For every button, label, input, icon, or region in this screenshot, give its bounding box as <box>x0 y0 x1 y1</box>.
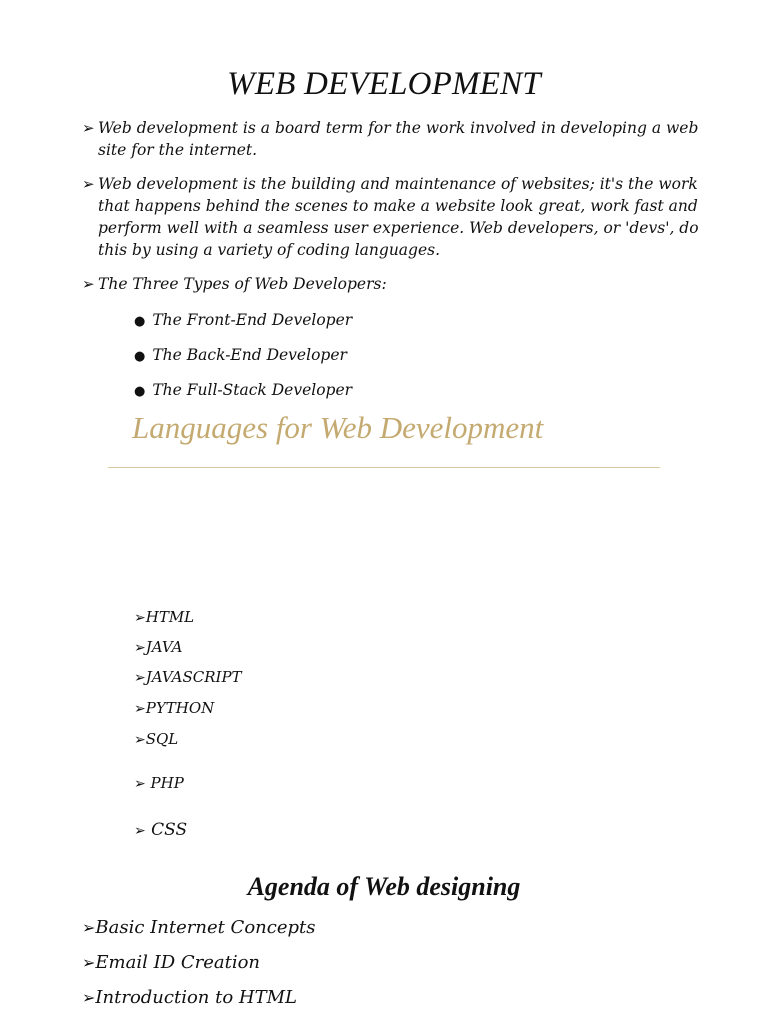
heading-divider <box>108 467 660 468</box>
arrow-bullet-icon: ➢ <box>82 988 96 1007</box>
arrow-bullet-icon: ➢ <box>134 670 146 686</box>
language-label: CSS <box>151 820 188 840</box>
developer-type-label: The Front-End Developer <box>152 311 353 329</box>
list-item-developer-type <box>134 344 347 368</box>
developer-type-label: The Back-End Developer <box>152 346 347 364</box>
paragraph-types-intro <box>82 273 722 295</box>
arrow-bullet-icon: ➢ <box>134 732 146 748</box>
arrow-bullet-icon: ➢ <box>82 918 96 937</box>
agenda-label: Email ID Creation <box>95 952 261 973</box>
list-item-developer-type <box>134 309 352 333</box>
languages-heading: Languages for Web Development <box>132 410 544 445</box>
list-item-agenda <box>82 986 297 1010</box>
paragraph-description <box>82 173 722 261</box>
arrow-bullet-icon: ➢ <box>82 275 95 293</box>
arrow-bullet-icon: ➢ <box>134 776 146 792</box>
list-item-language <box>134 607 194 628</box>
list-item-language <box>134 820 187 841</box>
arrow-bullet-icon: ➢ <box>82 953 96 972</box>
arrow-bullet-icon: ➢ <box>82 175 95 193</box>
paragraph-text: The Three Types of Web Developers: <box>98 275 387 293</box>
bullet-dot-icon: ● <box>134 349 146 364</box>
paragraph-definition <box>82 117 722 161</box>
agenda-label: Introduction to HTML <box>95 987 298 1008</box>
list-item-language <box>134 698 214 719</box>
language-label: JAVA <box>145 638 183 656</box>
arrow-bullet-icon: ➢ <box>134 701 146 717</box>
agenda-title: Agenda of Web designing <box>247 872 521 901</box>
bullet-dot-icon: ● <box>134 314 146 329</box>
page-title: WEB DEVELOPMENT <box>227 66 541 102</box>
language-label: PYTHON <box>145 699 215 717</box>
arrow-bullet-icon: ➢ <box>82 119 95 137</box>
developer-type-label: The Full-Stack Developer <box>152 381 353 399</box>
bullet-dot-icon: ● <box>134 384 146 399</box>
paragraph-text: Web development is a board term for the work involved in developing a web site for the internet. <box>98 119 699 159</box>
list-item-language <box>134 667 242 688</box>
list-item-language <box>134 637 182 658</box>
arrow-bullet-icon: ➢ <box>134 610 146 626</box>
list-item-language <box>134 773 184 794</box>
list-item-agenda <box>82 951 260 975</box>
arrow-bullet-icon: ➢ <box>134 823 146 839</box>
list-item-agenda <box>82 916 315 940</box>
language-label: JAVASCRIPT <box>145 668 242 686</box>
list-item-developer-type <box>134 379 352 403</box>
language-label: PHP <box>150 774 184 792</box>
language-label: HTML <box>145 608 195 626</box>
agenda-label: Basic Internet Concepts <box>95 917 316 938</box>
language-label: SQL <box>145 730 179 748</box>
arrow-bullet-icon: ➢ <box>134 640 146 656</box>
list-item-language <box>134 729 178 750</box>
paragraph-text: Web development is the building and maintenance of websites; it's the work that happens behind the scenes to make a website look great, work fast and perform well with a seamless user experience. Web developers, or 'devs', do this by using a variety of coding languages. <box>98 175 699 259</box>
